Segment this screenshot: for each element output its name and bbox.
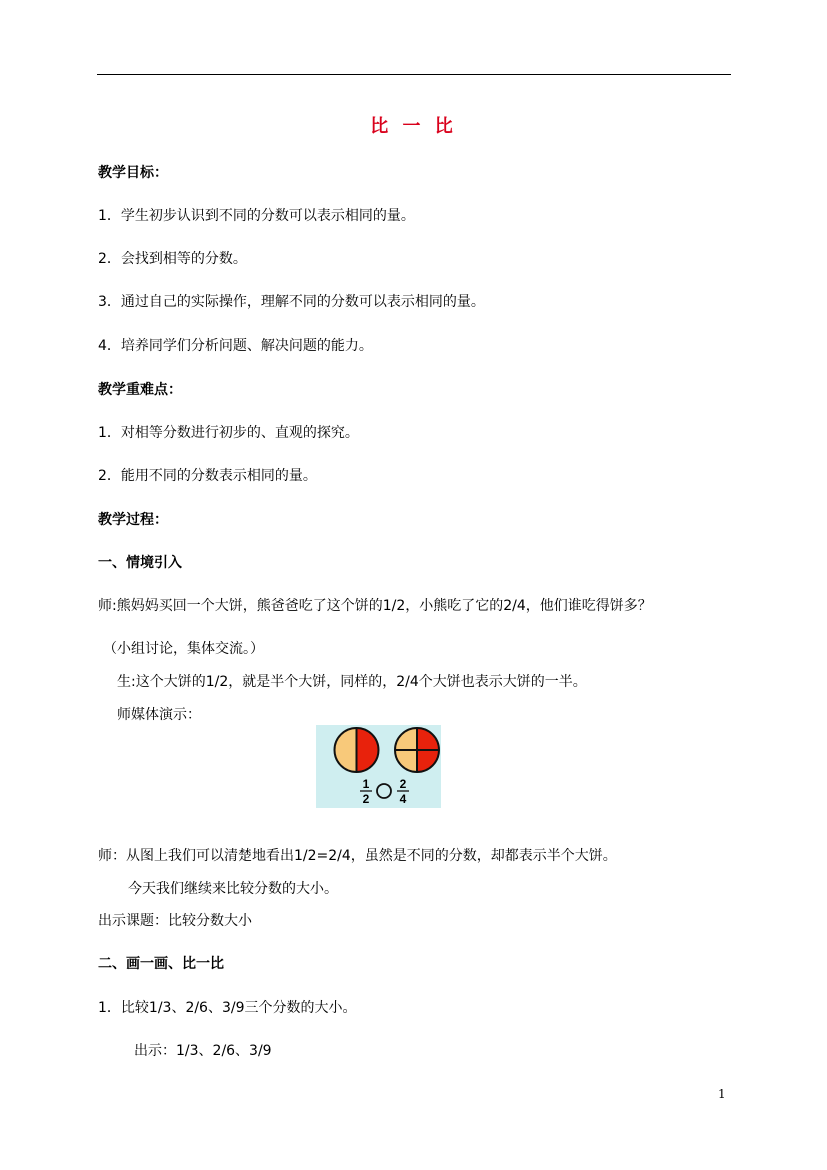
line-13: 师媒体演示： [117,707,201,723]
line-15: 今天我们继续来比较分数的大小。 [128,881,338,897]
line-11: （小组讨论，集体交流。） [103,641,264,657]
line-7: 2．能用不同的分数表示相同的量。 [98,468,317,484]
line-2: 2．会找到相等的分数。 [98,251,247,267]
line-1: 1．学生初步认识到不同的分数可以表示相同的量。 [98,208,415,224]
fraction-figure-svg [316,725,441,808]
line-3: 3．通过自己的实际操作，理解不同的分数可以表示相同的量。 [98,294,485,310]
line-12: 生:这个大饼的1/2，就是半个大饼，同样的，2/4个大饼也表示大饼的一半。 [117,674,587,690]
page-title: 比 一 比 [370,116,457,137]
fraction-left-denominator: 2 [362,792,370,806]
page-number: 1 [718,1087,726,1101]
circle-two-quarters [395,728,439,772]
line-16: 出示课题：比较分数大小 [98,913,252,929]
fraction-right-denominator: 4 [399,792,407,806]
fraction-left-numerator: 1 [362,777,370,791]
line-8: 教学过程： [98,512,168,528]
line-4: 4．培养同学们分析问题、解决问题的能力。 [98,338,373,354]
line-19: 出示：1/3、2/6、3/9 [134,1043,272,1059]
line-5: 教学重难点： [98,382,182,398]
fraction-figure [316,725,441,808]
fraction-right-numerator: 2 [399,777,407,791]
line-9: 一、情境引入 [98,555,182,571]
line-14: 师：从图上我们可以清楚地看出1/2=2/4，虽然是不同的分数，却都表示半个大饼。 [98,848,617,864]
line-0: 教学目标： [98,165,168,181]
line-18: 1．比较1/3、2/6、3/9三个分数的大小。 [98,1000,357,1016]
header-rule [97,74,731,75]
line-10: 师:熊妈妈买回一个大饼，熊爸爸吃了这个饼的1/2，小熊吃了它的2/4，他们谁吃得饼多？ [98,598,652,614]
line-17: 二、画一画、比一比 [98,956,224,972]
line-6: 1．对相等分数进行初步的、直观的探究。 [98,425,359,441]
